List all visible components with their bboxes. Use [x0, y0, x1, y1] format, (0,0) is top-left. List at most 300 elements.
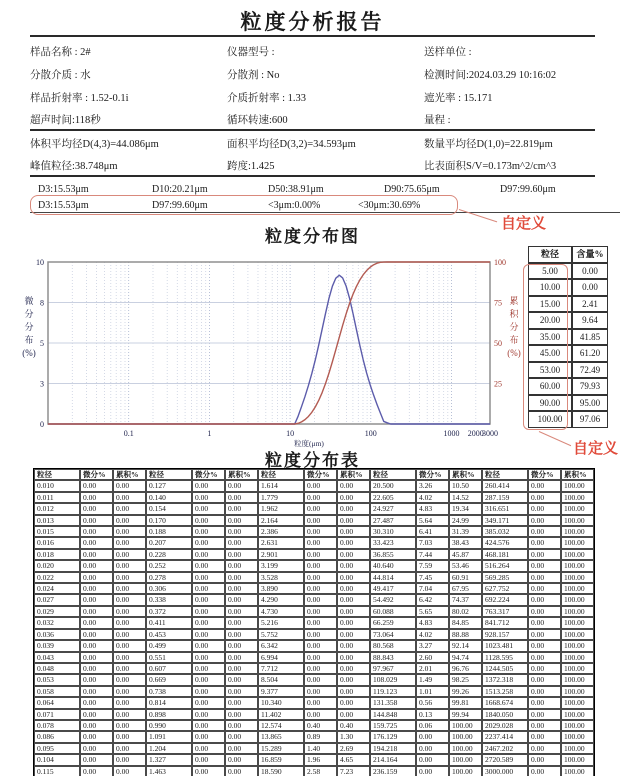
table-cell: 0.00: [225, 492, 258, 503]
table-cell: 0.022: [34, 572, 80, 583]
table-cell: 100.00: [561, 731, 594, 742]
right-axis-tick: 100: [494, 258, 506, 267]
table-cell: 3.27: [416, 640, 449, 651]
table-cell: 100.00: [561, 572, 594, 583]
table-cell: 0.00: [225, 640, 258, 651]
table-cell: 0.00: [337, 629, 370, 640]
table-cell: 3.26: [416, 480, 449, 491]
table-cell: 13.865: [258, 731, 304, 742]
table-cell: 0.00: [225, 629, 258, 640]
table-cell: 53.00: [528, 362, 572, 379]
ultrasound-time: 超声时间:118秒: [30, 115, 101, 126]
table-cell: 0.00: [80, 686, 113, 697]
table-cell: 0.738: [146, 686, 192, 697]
table-cell: 30.310: [370, 526, 416, 537]
x-axis-tick: 0.1: [123, 429, 134, 438]
table-cell: 516.264: [482, 560, 528, 571]
table-cell: 0.00: [528, 743, 561, 754]
table-cell: 0.00: [225, 583, 258, 594]
table-cell: 4.65: [337, 754, 370, 765]
table-cell: 0.551: [146, 652, 192, 663]
right-axis-tick: 50: [494, 339, 502, 348]
column-header: 粒径: [34, 469, 80, 480]
divider: [30, 129, 595, 131]
table-cell: 0.048: [34, 663, 80, 674]
table-cell: 0.00: [113, 766, 146, 776]
table-cell: 0.00: [80, 709, 113, 720]
table-cell: 36.855: [370, 549, 416, 560]
table-header-row: [528, 246, 608, 263]
column-header: 微分%: [528, 469, 561, 480]
table-cell: 2.164: [258, 515, 304, 526]
table-cell: 0.00: [528, 572, 561, 583]
custom-d97-value: D97:99.60μm: [152, 200, 208, 211]
x-axis-tick: 100: [364, 429, 377, 438]
table-cell: 468.181: [482, 549, 528, 560]
table-cell: 0.00: [528, 526, 561, 537]
table-cell: 80.568: [370, 640, 416, 651]
table-cell: 0.228: [146, 549, 192, 560]
means-row: [0, 158, 625, 173]
table-cell: 0.00: [528, 754, 561, 765]
table-cell: 0.00: [304, 572, 337, 583]
table-cell: 0.00: [304, 652, 337, 663]
right-axis-title: 累 积 分 布 (%): [507, 296, 521, 358]
table-cell: 100.00: [561, 480, 594, 491]
table-cell: 0.00: [337, 560, 370, 571]
table-cell: 100.00: [449, 743, 482, 754]
table-cell: 0.00: [225, 754, 258, 765]
table-cell: 6.41: [416, 526, 449, 537]
size-column-header: 粒径: [528, 246, 572, 263]
table-row: [34, 480, 594, 491]
table-cell: 67.95: [449, 583, 482, 594]
table-cell: 1023.481: [482, 640, 528, 651]
instrument-model: 仪器型号 :: [227, 47, 275, 58]
table-row: [34, 503, 594, 514]
table-cell: 90.00: [528, 395, 572, 412]
table-cell: 0.00: [113, 629, 146, 640]
table-cell: 0.00: [192, 766, 225, 776]
table-cell: 0.00: [113, 549, 146, 560]
table-cell: 0.00: [225, 515, 258, 526]
table-cell: 9.377: [258, 686, 304, 697]
table-cell: 0.00: [416, 743, 449, 754]
table-cell: 1.01: [416, 686, 449, 697]
table-cell: 4.83: [416, 617, 449, 628]
table-cell: 0.039: [34, 640, 80, 651]
d3-value: D3:15.53μm: [38, 184, 89, 195]
table-cell: 0.00: [528, 731, 561, 742]
table-cell: 0.00: [572, 279, 608, 296]
table-cell: 0.00: [192, 629, 225, 640]
table-cell: 6.994: [258, 652, 304, 663]
table-cell: 0.00: [337, 515, 370, 526]
table-cell: 99.81: [449, 697, 482, 708]
table-cell: 100.00: [561, 594, 594, 605]
table-cell: 0.00: [192, 560, 225, 571]
table-cell: 0.00: [80, 652, 113, 663]
column-header: 微分%: [80, 469, 113, 480]
table-cell: 60.91: [449, 572, 482, 583]
table-cell: 5.64: [416, 515, 449, 526]
table-cell: 0.00: [80, 731, 113, 742]
table-cell: 0.00: [113, 754, 146, 765]
table-cell: 0.00: [416, 766, 449, 776]
table-cell: 0.00: [304, 674, 337, 685]
table-cell: 100.00: [561, 617, 594, 628]
table-cell: 88.88: [449, 629, 482, 640]
sender-unit: 送样单位 :: [424, 47, 472, 58]
table-cell: 2720.589: [482, 754, 528, 765]
table-cell: 0.00: [337, 652, 370, 663]
table-row: [34, 720, 594, 731]
table-row: [34, 537, 594, 548]
size-column-highlight-box: [523, 264, 568, 430]
d97-value: D97:99.60μm: [500, 184, 556, 195]
table-row: [34, 583, 594, 594]
table-cell: 49.417: [370, 583, 416, 594]
table-cell: 0.00: [225, 594, 258, 605]
table-cell: 0.140: [146, 492, 192, 503]
test-time: 检测时间:2024.03.29 10:16:02: [424, 70, 557, 81]
table-cell: 0.607: [146, 663, 192, 674]
table-cell: 1668.674: [482, 697, 528, 708]
column-header: 微分%: [416, 469, 449, 480]
table-cell: 0.00: [80, 640, 113, 651]
table-cell: 0.013: [34, 515, 80, 526]
table-cell: 0.00: [80, 572, 113, 583]
table-cell: 5.00: [528, 263, 572, 280]
table-cell: 1.49: [416, 674, 449, 685]
table-cell: 12.574: [258, 720, 304, 731]
table-cell: 100.00: [528, 411, 572, 428]
column-header: 粒径: [482, 469, 528, 480]
table-cell: 92.14: [449, 640, 482, 651]
table-cell: 0.00: [192, 709, 225, 720]
table-cell: 54.492: [370, 594, 416, 605]
table-cell: 0.00: [225, 652, 258, 663]
table-cell: 0.00: [225, 503, 258, 514]
table-cell: 0.018: [34, 549, 80, 560]
right-axis-tick: 25: [494, 379, 502, 389]
table-cell: 2237.414: [482, 731, 528, 742]
table-cell: 0.00: [113, 697, 146, 708]
table-row: [34, 686, 594, 697]
x-axis-label: 粒度(μm): [294, 439, 324, 448]
table-cell: 0.00: [192, 526, 225, 537]
table-cell: 0.00: [80, 663, 113, 674]
column-header: 累积%: [561, 469, 594, 480]
table-cell: 0.00: [113, 731, 146, 742]
table-cell: 0.00: [113, 526, 146, 537]
table-cell: 316.651: [482, 503, 528, 514]
table-cell: 0.00: [337, 617, 370, 628]
table-cell: 0.071: [34, 709, 80, 720]
table-cell: 0.00: [304, 663, 337, 674]
table-cell: 0.00: [113, 480, 146, 491]
x-axis-tick: 1000: [443, 429, 460, 438]
table-cell: 0.00: [304, 686, 337, 697]
table-cell: 0.015: [34, 526, 80, 537]
table-cell: 0.00: [304, 560, 337, 571]
table-cell: 349.171: [482, 515, 528, 526]
left-axis-tick: 3: [40, 379, 44, 389]
table-cell: 2029.028: [482, 720, 528, 731]
table-cell: 4.83: [416, 503, 449, 514]
table-cell: 99.94: [449, 709, 482, 720]
table-cell: 1.204: [146, 743, 192, 754]
table-cell: 3.528: [258, 572, 304, 583]
table-cell: 0.499: [146, 640, 192, 651]
table-cell: 2.631: [258, 537, 304, 548]
table-cell: 0.00: [225, 674, 258, 685]
table-cell: 0.095: [34, 743, 80, 754]
dispersant: 分散剂 : No: [227, 70, 280, 81]
divider: [30, 175, 595, 177]
table-cell: 88.843: [370, 652, 416, 663]
table-cell: 0.00: [80, 526, 113, 537]
table-cell: 8.504: [258, 674, 304, 685]
table-cell: 24.927: [370, 503, 416, 514]
table-cell: 0.00: [113, 492, 146, 503]
table-cell: 100.00: [561, 606, 594, 617]
custom-callout-label: 自定义: [501, 216, 547, 232]
table-cell: 0.00: [113, 640, 146, 651]
table-cell: 7.59: [416, 560, 449, 571]
table-cell: 100.00: [561, 549, 594, 560]
table-cell: 0.00: [528, 720, 561, 731]
table-cell: 0.13: [416, 709, 449, 720]
table-cell: 0.252: [146, 560, 192, 571]
table-cell: 0.00: [528, 640, 561, 651]
table-cell: 0.306: [146, 583, 192, 594]
table-cell: 0.00: [304, 617, 337, 628]
table-cell: 0.00: [80, 515, 113, 526]
info-row: [0, 67, 625, 82]
table-cell: 0.036: [34, 629, 80, 640]
table-row: [34, 743, 594, 754]
table-cell: 100.00: [561, 709, 594, 720]
table-cell: 0.00: [113, 515, 146, 526]
sample-name: 样品名称 : 2#: [30, 47, 91, 58]
table-cell: 0.00: [192, 686, 225, 697]
table-cell: 0.00: [225, 537, 258, 548]
measuring-range: 量程 :: [424, 115, 451, 126]
table-cell: 260.414: [482, 480, 528, 491]
table-cell: 0.00: [80, 606, 113, 617]
table-cell: 100.00: [561, 766, 594, 776]
table-cell: 66.259: [370, 617, 416, 628]
table-cell: 0.00: [113, 720, 146, 731]
table-cell: 0.00: [225, 560, 258, 571]
table-row: [34, 766, 594, 776]
table-cell: 10.00: [528, 279, 572, 296]
column-header: 累积%: [337, 469, 370, 480]
x-axis-tick: 3000: [482, 429, 498, 438]
table-cell: 0.00: [225, 549, 258, 560]
d90-value: D90:75.65μm: [384, 184, 440, 195]
column-header: 粒径: [370, 469, 416, 480]
table-cell: 44.814: [370, 572, 416, 583]
column-header: 累积%: [113, 469, 146, 480]
column-header: 微分%: [304, 469, 337, 480]
table-cell: 0.00: [572, 263, 608, 280]
table-cell: 1.962: [258, 503, 304, 514]
table-cell: 100.00: [561, 537, 594, 548]
table-cell: 7.23: [337, 766, 370, 776]
table-cell: 94.74: [449, 652, 482, 663]
table-cell: 0.00: [528, 560, 561, 571]
table-cell: 385.032: [482, 526, 528, 537]
table-cell: 100.00: [561, 515, 594, 526]
left-axis-title: 微 分 分 布 (%): [22, 296, 36, 358]
table-cell: 0.020: [34, 560, 80, 571]
table-cell: 0.00: [192, 754, 225, 765]
table-cell: 10.340: [258, 697, 304, 708]
table-cell: 0.00: [304, 709, 337, 720]
sample-refractive-index: 样品折射率 : 1.52-0.1i: [30, 93, 129, 104]
table-cell: 0.00: [337, 549, 370, 560]
table-cell: 0.06: [416, 720, 449, 731]
table-cell: 0.00: [528, 537, 561, 548]
table-cell: 0.00: [304, 515, 337, 526]
table-cell: 0.00: [80, 594, 113, 605]
table-cell: 1.779: [258, 492, 304, 503]
table-cell: 0.00: [528, 503, 561, 514]
table-cell: 108.029: [370, 674, 416, 685]
table-cell: 0.127: [146, 480, 192, 491]
table-cell: 7.45: [416, 572, 449, 583]
table-cell: 131.358: [370, 697, 416, 708]
table-cell: 0.016: [34, 537, 80, 548]
table-cell: 0.00: [113, 572, 146, 583]
table-cell: 74.37: [449, 594, 482, 605]
table-cell: 3.199: [258, 560, 304, 571]
table-cell: 0.372: [146, 606, 192, 617]
info-row: [0, 112, 625, 127]
table-cell: 0.00: [304, 480, 337, 491]
table-cell: 0.058: [34, 686, 80, 697]
table-cell: 0.00: [80, 617, 113, 628]
table-cell: 0.027: [34, 594, 80, 605]
table-cell: 0.00: [192, 606, 225, 617]
table-cell: 35.00: [528, 329, 572, 346]
table-cell: 96.76: [449, 663, 482, 674]
table-cell: 0.00: [225, 526, 258, 537]
table-cell: 0.56: [416, 697, 449, 708]
table-cell: 0.00: [80, 697, 113, 708]
table-cell: 0.00: [337, 503, 370, 514]
table-cell: 0.010: [34, 480, 80, 491]
table-cell: 100.00: [561, 583, 594, 594]
table-cell: 236.159: [370, 766, 416, 776]
table-cell: 4.730: [258, 606, 304, 617]
table-cell: 0.00: [304, 503, 337, 514]
table-cell: 0.00: [192, 674, 225, 685]
table-row: [34, 629, 594, 640]
column-header: 微分%: [192, 469, 225, 480]
table-cell: 45.87: [449, 549, 482, 560]
table-cell: 0.00: [80, 537, 113, 548]
table-cell: 0.00: [192, 663, 225, 674]
table-cell: 0.40: [304, 720, 337, 731]
table-cell: 0.00: [192, 515, 225, 526]
table-cell: 0.990: [146, 720, 192, 731]
table-cell: 38.43: [449, 537, 482, 548]
table-cell: 45.00: [528, 345, 572, 362]
table-cell: 97.967: [370, 663, 416, 674]
table-row: [34, 663, 594, 674]
table-cell: 100.00: [561, 663, 594, 674]
table-cell: 7.712: [258, 663, 304, 674]
table-cell: 40.640: [370, 560, 416, 571]
table-cell: 0.00: [192, 594, 225, 605]
custom-under30um-value: <30μm:30.69%: [358, 200, 421, 211]
table-cell: 0.453: [146, 629, 192, 640]
table-cell: 33.423: [370, 537, 416, 548]
table-section-title: 粒度分布表: [265, 451, 360, 470]
table-cell: 0.00: [528, 594, 561, 605]
table-cell: 0.00: [337, 697, 370, 708]
table-cell: 0.00: [113, 537, 146, 548]
table-cell: 0.00: [337, 492, 370, 503]
volume-mean-diameter: 体积平均径D(4,3)=44.086μm: [30, 139, 159, 150]
table-cell: 0.00: [416, 754, 449, 765]
table-cell: 4.290: [258, 594, 304, 605]
table-cell: 0.00: [528, 766, 561, 776]
table-cell: 763.317: [482, 606, 528, 617]
table-cell: 7.03: [416, 537, 449, 548]
table-cell: 60.00: [528, 378, 572, 395]
table-cell: 0.032: [34, 617, 80, 628]
table-cell: 0.064: [34, 697, 80, 708]
x-axis-tick: 10: [286, 429, 295, 438]
column-header: 累积%: [225, 469, 258, 480]
table-cell: 0.40: [337, 720, 370, 731]
table-cell: 10.50: [449, 480, 482, 491]
table-cell: 1840.050: [482, 709, 528, 720]
table-row: [34, 549, 594, 560]
custom-d3-value: D3:15.53μm: [38, 200, 89, 211]
table-cell: 0.00: [337, 572, 370, 583]
table-row: [34, 652, 594, 663]
means-row: [0, 136, 625, 151]
custom-under3um-value: <3μm:0.00%: [268, 200, 321, 211]
table-cell: 100.00: [449, 766, 482, 776]
table-cell: 0.00: [528, 617, 561, 628]
table-cell: 24.99: [449, 515, 482, 526]
table-cell: 0.814: [146, 697, 192, 708]
differential-curve: [48, 275, 490, 424]
table-cell: 84.85: [449, 617, 482, 628]
table-cell: 0.207: [146, 537, 192, 548]
table-row: [34, 492, 594, 503]
table-cell: 0.00: [528, 629, 561, 640]
table-cell: 0.00: [225, 663, 258, 674]
surface-mean-diameter: 面积平均径D(3,2)=34.593μm: [227, 139, 356, 150]
table-cell: 100.00: [449, 720, 482, 731]
table-cell: 0.00: [304, 640, 337, 651]
span-value: 跨度:1.425: [227, 161, 275, 172]
table-cell: 0.00: [192, 640, 225, 651]
table-cell: 97.06: [572, 411, 608, 428]
table-cell: 0.00: [192, 617, 225, 628]
table-cell: 0.00: [192, 549, 225, 560]
table-cell: 0.024: [34, 583, 80, 594]
table-cell: 0.00: [416, 731, 449, 742]
table-cell: 15.00: [528, 296, 572, 313]
